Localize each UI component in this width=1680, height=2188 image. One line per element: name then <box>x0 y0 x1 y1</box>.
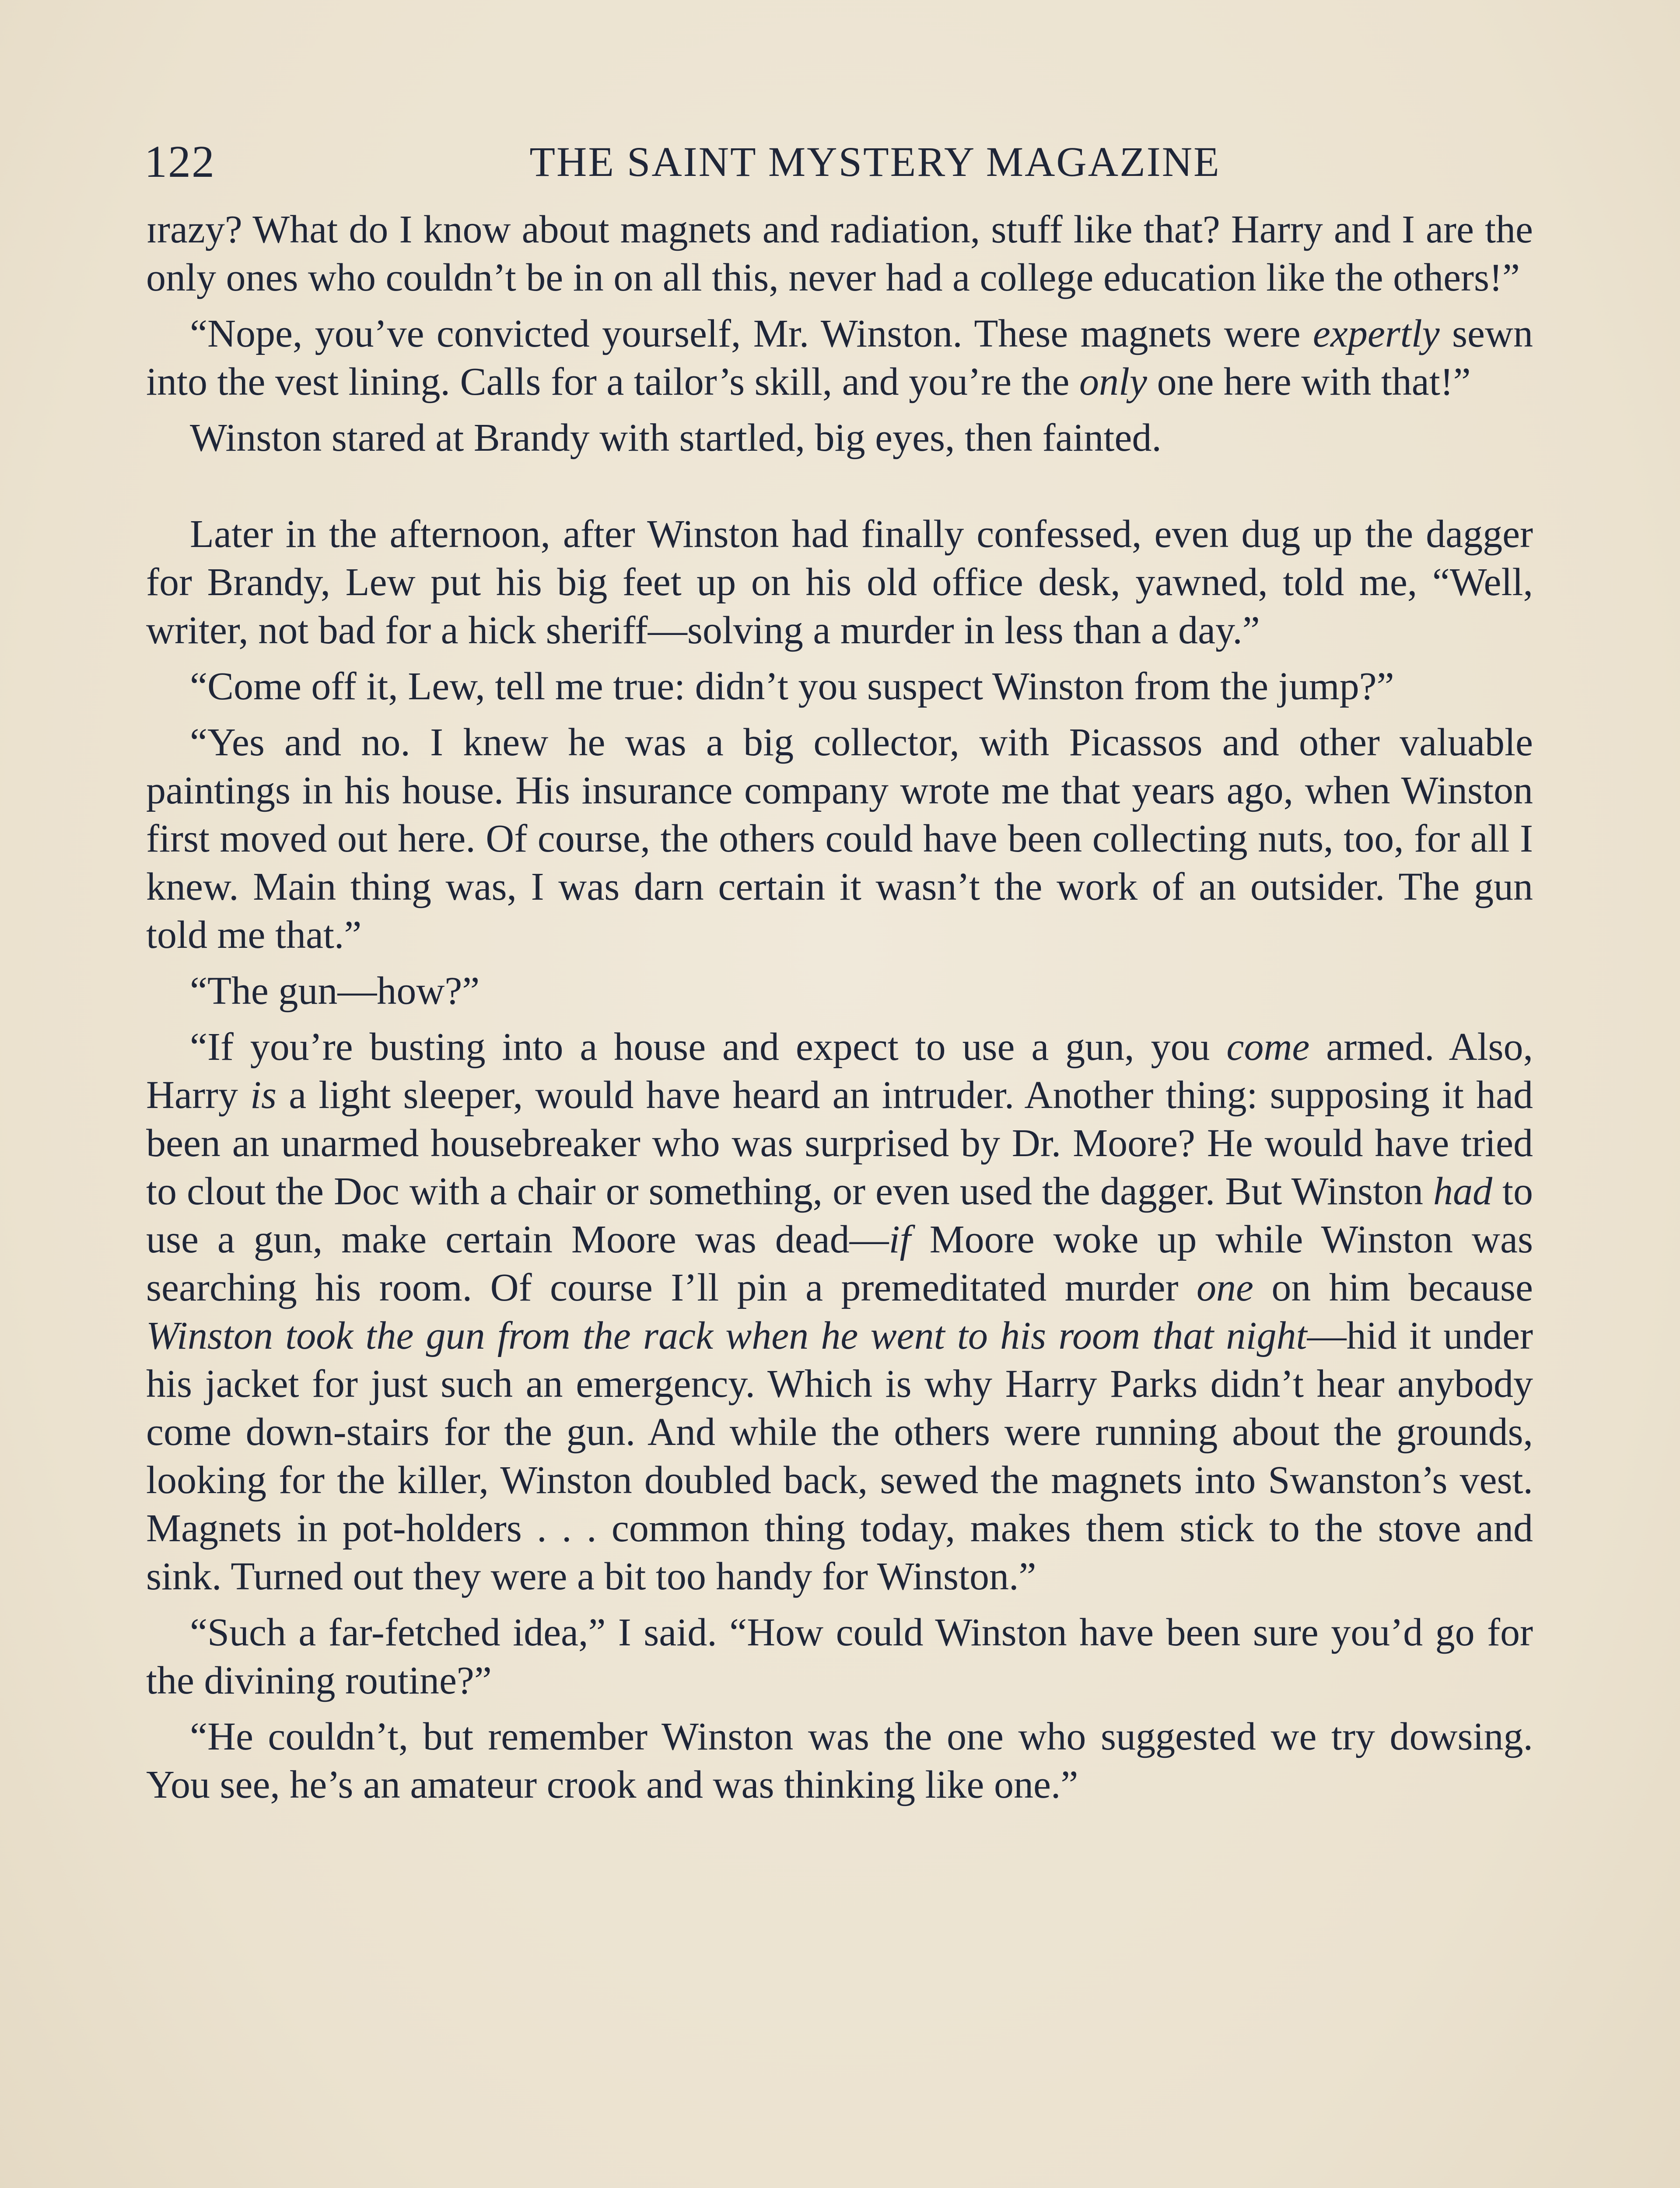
text-run: one here with that!” <box>1147 360 1471 403</box>
italic-text: had <box>1433 1170 1492 1213</box>
paragraph <box>146 967 1533 1015</box>
paragraph <box>146 414 1533 462</box>
italic-text: one <box>1196 1266 1253 1309</box>
italic-text: come <box>1226 1025 1310 1069</box>
paragraph <box>146 719 1533 959</box>
text-run: “Come off it, Lew, tell me true: didn’t you suspect Winston from the jump?” <box>190 665 1394 708</box>
italic-text: expertly <box>1312 312 1440 355</box>
italic-text: only <box>1079 360 1147 403</box>
text-run: Moore woke up while Winston was searching his room. Of course I’ll pin a premeditated murder <box>146 1218 1533 1309</box>
text-run: to use a gun, make certain Moore was dead— <box>146 1170 1533 1261</box>
running-head: THE SAINT MYSTERY MAGAZINE <box>529 138 1221 185</box>
text-run: on him because <box>1253 1266 1533 1309</box>
text-run: —hid it under his jacket for just such an emergency. Which is why Harry Parks didn’t hear anybody come down-stairs for the gun. And while the others were running about the grounds, looking for the killer, Winston doubled back, sewed the magnets into Swanston’s vest. Magnets in pot-holders . . . common thing today, makes them stick to the stove and sink. Turned out they were a bit too handy for Winston.” <box>146 1314 1533 1598</box>
text-run: armed. Also, Harry <box>146 1025 1533 1117</box>
text-run: “He couldn’t, but remember Winston was the one who suggested we try dowsing. You see, he’s an amateur crook and was thinking like one.” <box>146 1715 1533 1806</box>
page-number: 122 <box>144 137 215 187</box>
paragraph <box>146 1023 1533 1601</box>
text-run: “The gun—how?” <box>190 969 480 1013</box>
italic-text: Winston took the gun from the rack when he went to his room that night <box>146 1314 1307 1357</box>
text-run: a light sleeper, would have heard an intruder. Another thing: supposing it had been an unarmed housebreaker who was surprised by Dr. Moore? He would have tried to clout the Doc with a chair or something, or even used the dagger. But Winston <box>146 1073 1533 1213</box>
text-run: ɪrazy? What do I know about magnets and radiation, stuff like that? Harry and I are the only ones who couldn’t be in on all this, never had a college education like the others!” <box>146 208 1533 299</box>
text-run: Later in the afternoon, after Winston had finally confessed, even dug up the dagger for Brandy, Lew put his big feet up on his old office desk, yawned, told me, “Well, writer, not bad for a hick sheriff—solving a murder in less than a day.” <box>146 512 1533 652</box>
text-run: “Yes and no. I knew he was a big collector, with Picassos and other valuable paintings in his house. His insurance company wrote me that years ago, when Winston first moved out here. Of course, the others could have been collecting nuts, too, for all I knew. Main thing was, I was darn certain it wasn’t the work of an outsider. The gun told me that.” <box>146 721 1533 957</box>
text-run: Winston stared at Brandy with startled, big eyes, then fainted. <box>190 416 1162 459</box>
text-run: “If you’re busting into a house and expect to use a gun, you <box>190 1025 1227 1069</box>
paragraph <box>146 310 1533 406</box>
paragraph <box>146 663 1533 711</box>
italic-text: if <box>889 1218 911 1261</box>
text-run: sewn into the vest lining. Calls for a tailor’s skill, and you’re the <box>146 312 1533 403</box>
story-body <box>146 206 1533 1817</box>
paragraph <box>146 206 1533 302</box>
text-run: “Such a far-fetched idea,” I said. “How could Winston have been sure you’d go for the divining routine?” <box>146 1611 1533 1702</box>
italic-text: is <box>250 1073 277 1117</box>
paragraph <box>146 1713 1533 1809</box>
text-run: “Nope, you’ve convicted yourself, Mr. Winston. These magnets were <box>190 312 1313 355</box>
paragraph <box>146 1609 1533 1705</box>
paragraph <box>146 510 1533 655</box>
page-header <box>144 127 1531 197</box>
